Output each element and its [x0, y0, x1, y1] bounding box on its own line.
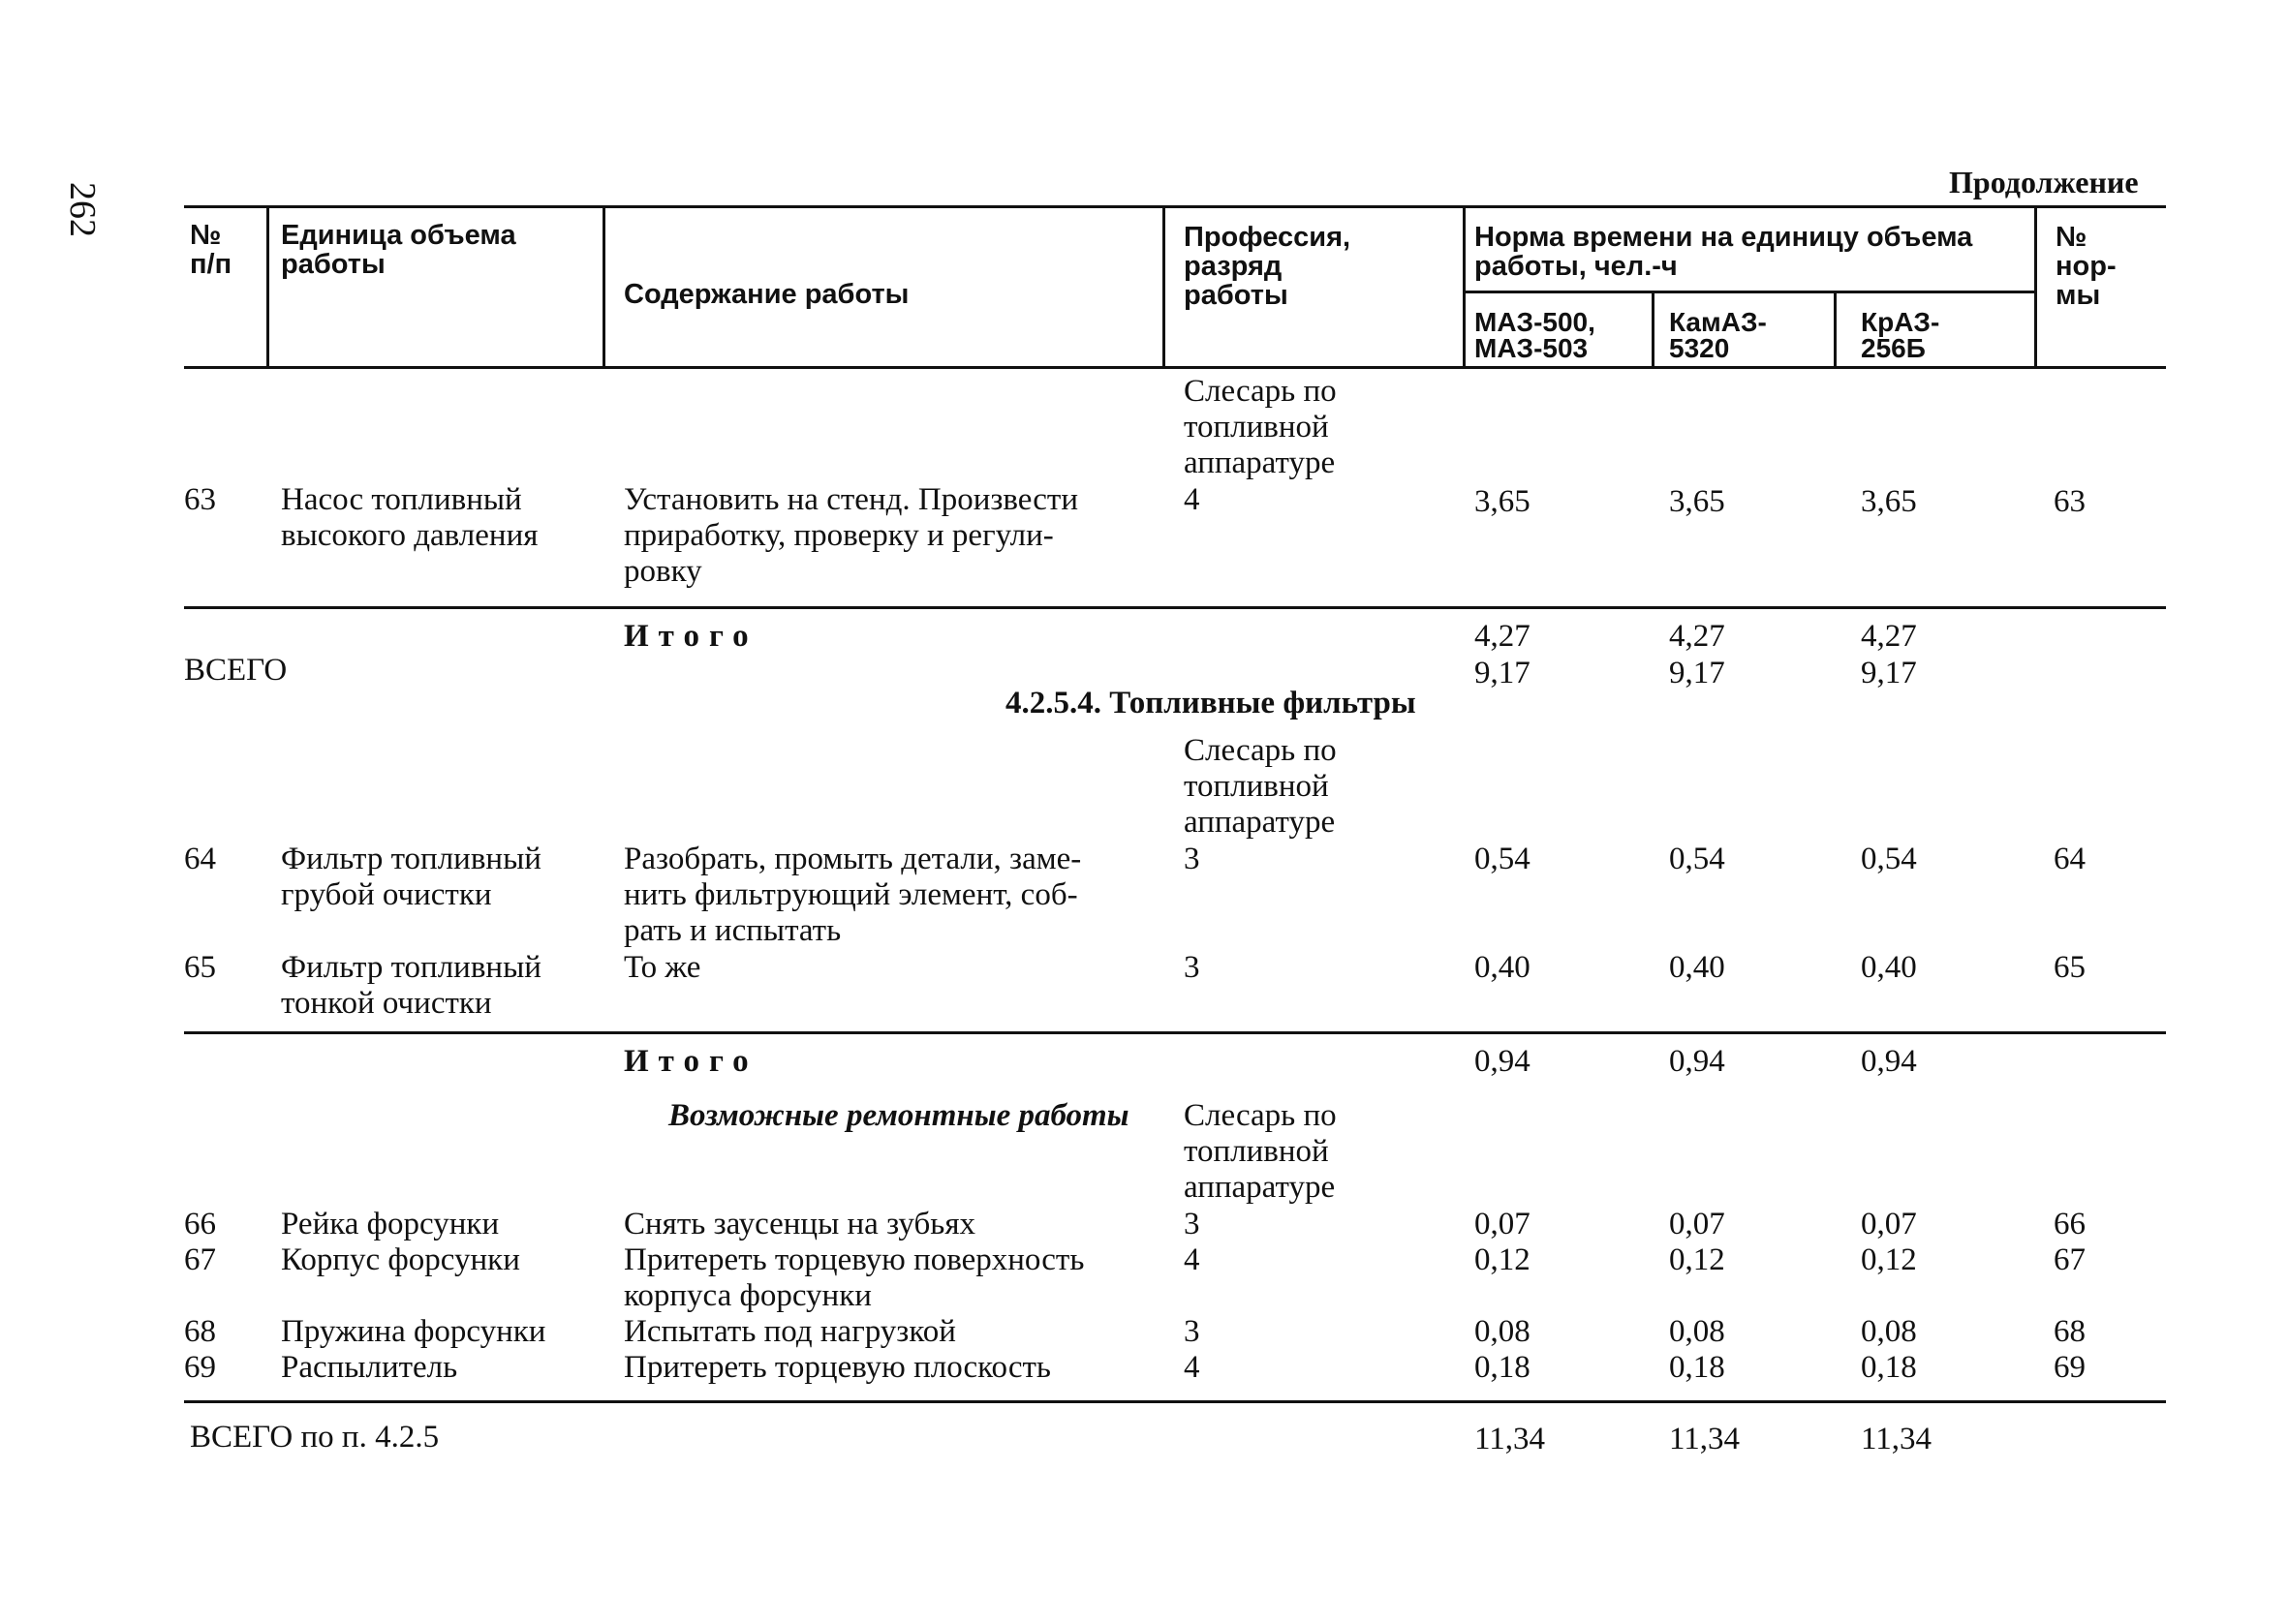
row-69-num: 69: [184, 1350, 216, 1385]
total-1-kraz: 4,27: [1861, 619, 1917, 654]
grand-1-kraz: 9,17: [1861, 656, 1917, 690]
header-kraz: КрАЗ- 256Б: [1861, 307, 1940, 363]
grand-2-label: ВСЕГО по п. 4.2.5: [190, 1420, 440, 1455]
profession-label: Слесарь по топливной аппаратуре: [1184, 374, 1337, 480]
section-rule: [184, 606, 2166, 609]
row-63-norm: 63: [2054, 484, 2086, 519]
row-68-grade: 3: [1184, 1314, 1200, 1349]
row-67-maz: 0,12: [1474, 1242, 1530, 1277]
row-64-norm: 64: [2054, 842, 2086, 876]
total-2-kraz: 0,94: [1861, 1044, 1917, 1079]
row-66-kraz: 0,07: [1861, 1207, 1917, 1241]
row-68-content: Испытать под нагрузкой: [624, 1314, 956, 1349]
row-65-num: 65: [184, 950, 216, 985]
header-content: Содержание работы: [624, 279, 910, 310]
grand-2-maz: 11,34: [1474, 1422, 1546, 1456]
row-64-unit: Фильтр топливный грубой очистки: [281, 842, 541, 912]
grand-2-kamaz: 11,34: [1669, 1422, 1741, 1456]
row-64-grade: 3: [1184, 842, 1200, 876]
header-bottom-rule: [184, 366, 2166, 369]
row-66-unit: Рейка форсунки: [281, 1207, 500, 1241]
row-63-num: 63: [184, 482, 216, 517]
row-64-num: 64: [184, 842, 216, 876]
header-mid-rule: [1465, 291, 2036, 293]
row-69-content: Притереть торцевую плоскость: [624, 1350, 1051, 1385]
section-rule: [184, 1400, 2166, 1403]
header-col-divider: [1463, 205, 1466, 368]
row-67-num: 67: [184, 1242, 216, 1277]
row-69-kamaz: 0,18: [1669, 1350, 1725, 1385]
row-63-kamaz: 3,65: [1669, 484, 1725, 519]
header-col-divider: [1652, 291, 1654, 368]
row-65-kraz: 0,40: [1861, 950, 1917, 985]
header-col-divider: [1834, 291, 1837, 368]
row-63-unit: Насос топливный высокого давления: [281, 482, 539, 553]
row-67-content: Притереть торцевую поверхность корпуса форсунки: [624, 1242, 1085, 1313]
row-63-kraz: 3,65: [1861, 484, 1917, 519]
header-maz: МАЗ-500, МАЗ-503: [1474, 307, 1595, 363]
row-63-grade: 4: [1184, 482, 1200, 517]
row-66-kamaz: 0,07: [1669, 1207, 1725, 1241]
header-col-divider: [266, 205, 269, 368]
page-number: 262: [62, 182, 103, 237]
row-64-maz: 0,54: [1474, 842, 1530, 876]
row-69-maz: 0,18: [1474, 1350, 1530, 1385]
row-68-kamaz: 0,08: [1669, 1314, 1725, 1349]
row-63-content: Установить на стенд. Произвести приработку, проверку и регули- ровку: [624, 482, 1078, 589]
row-67-unit: Корпус форсунки: [281, 1242, 520, 1277]
row-65-maz: 0,40: [1474, 950, 1530, 985]
total-2-kamaz: 0,94: [1669, 1044, 1725, 1079]
header-kamaz: КамАЗ- 5320: [1669, 307, 1767, 363]
row-68-norm: 68: [2054, 1314, 2086, 1349]
header-norm-num: № нор- мы: [2056, 222, 2117, 311]
grand-2-kraz: 11,34: [1861, 1422, 1932, 1456]
row-66-norm: 66: [2054, 1207, 2086, 1241]
row-67-kraz: 0,12: [1861, 1242, 1917, 1277]
row-65-grade: 3: [1184, 950, 1200, 985]
header-col-divider: [603, 205, 605, 368]
repair-title: Возможные ремонтные работы: [668, 1098, 1129, 1133]
row-66-content: Снять заусенцы на зубьях: [624, 1207, 975, 1241]
total-1-maz: 4,27: [1474, 619, 1530, 654]
profession-label: Слесарь по топливной аппаратуре: [1184, 733, 1337, 840]
header-top-rule: [184, 205, 2166, 208]
row-67-norm: 67: [2054, 1242, 2086, 1277]
row-64-kraz: 0,54: [1861, 842, 1917, 876]
header-col-divider: [1162, 205, 1165, 368]
header-unit: Единица объема работы: [281, 220, 516, 280]
row-68-num: 68: [184, 1314, 216, 1349]
section-title: 4.2.5.4. Топливные фильтры: [1005, 686, 1416, 720]
total-1-label: Итого: [624, 619, 758, 654]
row-65-content: То же: [624, 950, 701, 985]
total-2-label: Итого: [624, 1044, 758, 1079]
row-63-maz: 3,65: [1474, 484, 1530, 519]
row-67-kamaz: 0,12: [1669, 1242, 1725, 1277]
total-2-maz: 0,94: [1474, 1044, 1530, 1079]
profession-label: Слесарь по топливной аппаратуре: [1184, 1098, 1337, 1205]
row-68-maz: 0,08: [1474, 1314, 1530, 1349]
row-64-content: Разобрать, промыть детали, заме- нить фильтрующий элемент, соб- рать и испытать: [624, 842, 1082, 948]
continuation-label: Продолжение: [1949, 165, 2139, 199]
grand-1-label: ВСЕГО: [184, 653, 288, 688]
row-68-kraz: 0,08: [1861, 1314, 1917, 1349]
row-65-norm: 65: [2054, 950, 2086, 985]
grand-1-maz: 9,17: [1474, 656, 1530, 690]
total-1-kamaz: 4,27: [1669, 619, 1725, 654]
row-69-grade: 4: [1184, 1350, 1200, 1385]
row-66-maz: 0,07: [1474, 1207, 1530, 1241]
row-69-kraz: 0,18: [1861, 1350, 1917, 1385]
header-norm-time: Норма времени на единицу объема работы, чел.-ч: [1474, 222, 1973, 282]
section-rule: [184, 1031, 2166, 1034]
row-68-unit: Пружина форсунки: [281, 1314, 546, 1349]
row-65-kamaz: 0,40: [1669, 950, 1725, 985]
row-69-unit: Распылитель: [281, 1350, 458, 1385]
row-64-kamaz: 0,54: [1669, 842, 1725, 876]
row-69-norm: 69: [2054, 1350, 2086, 1385]
header-num: № п/п: [190, 220, 232, 280]
row-65-unit: Фильтр топливный тонкой очистки: [281, 950, 541, 1021]
header-profession: Профессия, разряд работы: [1184, 222, 1351, 311]
row-67-grade: 4: [1184, 1242, 1200, 1277]
row-66-grade: 3: [1184, 1207, 1200, 1241]
header-col-divider: [2034, 205, 2037, 368]
grand-1-kamaz: 9,17: [1669, 656, 1725, 690]
row-66-num: 66: [184, 1207, 216, 1241]
